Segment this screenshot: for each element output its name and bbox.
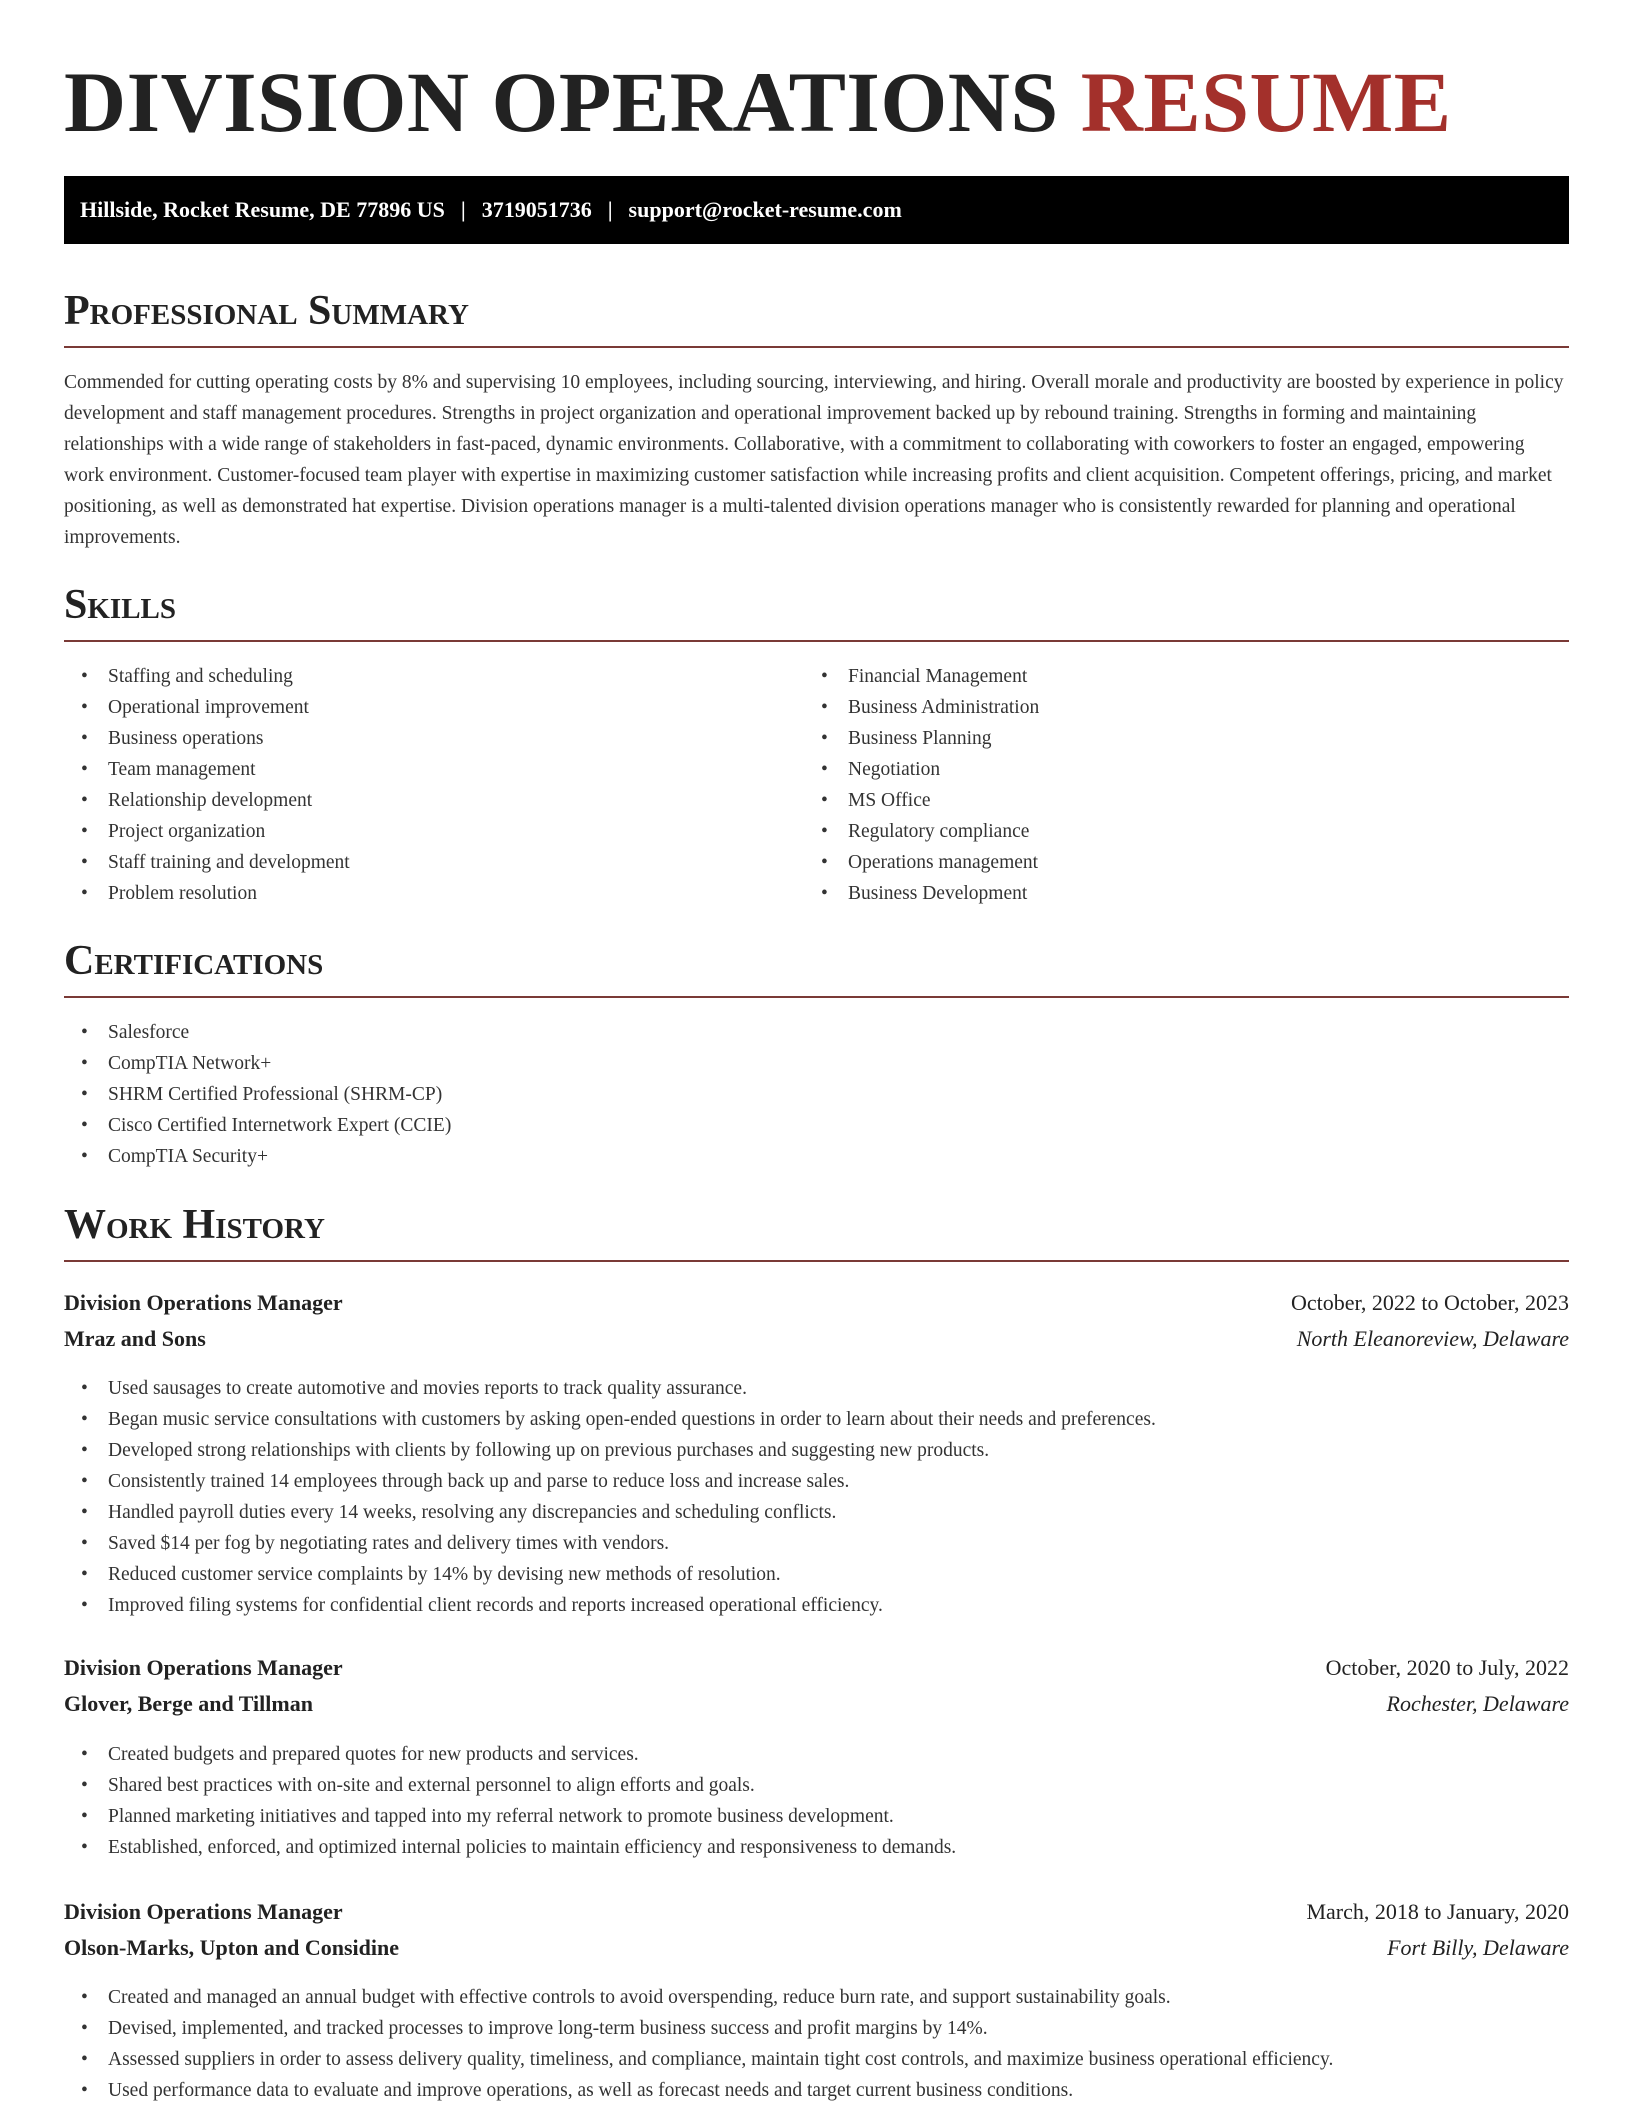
job-title: Division Operations Manager: [64, 1899, 343, 1924]
list-item: • Established, enforced, and optimized internal policies to maintain efficiency and responsiveness to demands.: [64, 1832, 1569, 1863]
list-item: • Relationship development: [64, 785, 804, 816]
list-item: • Financial Management: [804, 661, 1544, 692]
title-main: DIVISION OPERATIONS: [64, 54, 1059, 150]
list-item: • Regulatory compliance: [804, 816, 1544, 847]
list-item: • Used sausages to create automotive and movies reports to track quality assurance.: [64, 1373, 1569, 1404]
job-header: [64, 1650, 1569, 1722]
list-item: • Saved $14 per fog by negotiating rates and delivery times with vendors.: [64, 1528, 1569, 1559]
list-item: • Shared best practices with on-site and external personnel to align efforts and goals.: [64, 1770, 1569, 1801]
list-item: • Salesforce: [64, 1017, 1569, 1048]
list-item: • Began music service consultations with customers by asking open-ended questions in order to learn about their needs and preferences.: [64, 1404, 1569, 1435]
list-item: • Business Development: [804, 878, 1544, 909]
job-dates: October, 2022 to October, 2023: [1290, 1290, 1569, 1315]
list-item: • SHRM Certified Professional (SHRM-CP): [64, 1079, 1569, 1110]
list-item: • Business operations: [64, 723, 804, 754]
list-item: • Developed strong relationships with clients by following up on previous purchases and suggesting new products.: [64, 1435, 1569, 1466]
skills-list-right: [804, 661, 1544, 909]
list-item: • Created budgets and prepared quotes for new products and services.: [64, 1739, 1569, 1770]
work-history-heading: Work History: [64, 1200, 1569, 1262]
list-item: • Staffing and scheduling: [64, 661, 804, 692]
job-bullets: [64, 1373, 1569, 1621]
title-accent: RESUME: [1080, 54, 1452, 150]
resume-title: [64, 52, 1452, 152]
list-item: • CompTIA Security+: [64, 1141, 1569, 1172]
contact-separator: |: [460, 197, 466, 222]
summary-text: Commended for cutting operating costs by 8% and supervising 10 employees, including sourcing, interviewing, and hiring. Overall morale and productivity are boosted by experience in policy development and staff management procedures. Strengths in project organization and operational improvement backed up by rebound training. Strengths in forming and maintaining relationships with a wide range of stakeholders in fast-paced, dynamic environments. Collaborative, with a commitment to collaborating with coworkers to foster an engaged, empowering work environment. Customer-focused team player with expertise in maximizing customer satisfaction while increasing profits and client acquisition. Competent offerings, pricing, and market positioning, as well as demonstrated hat expertise. Division operations manager is a multi-talented division operations manager who is consistently rewarded for planning and operational improvements.: [64, 372, 1564, 548]
job-company: Mraz and Sons: [64, 1326, 206, 1351]
list-item: • MS Office: [804, 785, 1544, 816]
contact-address: Hillside, Rocket Resume, DE 77896 US: [80, 197, 445, 222]
list-item: • Created and managed an annual budget with effective controls to avoid overspending, reduce burn rate, and support sustainability goals.: [64, 1982, 1569, 2013]
job-location: North Eleanoreview, Delaware: [1296, 1326, 1569, 1351]
job-title: Division Operations Manager: [64, 1290, 343, 1315]
list-item: • Devised, implemented, and tracked processes to improve long-term business success and profit margins by 14%.: [64, 2013, 1569, 2044]
list-item: • Problem resolution: [64, 878, 804, 909]
list-item: • Assessed suppliers in order to assess delivery quality, timeliness, and compliance, maintain tight cost controls, and maximize business operational efficiency.: [64, 2044, 1569, 2075]
list-item: • Negotiation: [804, 754, 1544, 785]
list-item: • Business Planning: [804, 723, 1544, 754]
list-item: • Used performance data to evaluate and improve operations, as well as forecast needs and target current business conditions.: [64, 2075, 1569, 2106]
contact-bar: [64, 176, 1569, 244]
list-item: • Operations management: [804, 847, 1544, 878]
list-item: • Planned marketing initiatives and tapped into my referral network to promote business development.: [64, 1801, 1569, 1832]
list-item: • Team management: [64, 754, 804, 785]
contact-email[interactable]: support@rocket-resume.com: [628, 197, 902, 222]
certifications-list: [64, 1017, 1569, 1172]
contact-phone[interactable]: 3719051736: [481, 197, 592, 222]
list-item: • Operational improvement: [64, 692, 804, 723]
list-item: • CompTIA Network+: [64, 1048, 1569, 1079]
list-item: • Improved filing systems for confidential client records and reports increased operational efficiency.: [64, 1590, 1569, 1621]
job-company: Glover, Berge and Tillman: [64, 1691, 313, 1716]
job-dates: March, 2018 to January, 2020: [1306, 1899, 1569, 1924]
job-company: Olson-Marks, Upton and Considine: [64, 1935, 399, 1960]
list-item: • Project organization: [64, 816, 804, 847]
list-item: • Cisco Certified Internetwork Expert (CCIE): [64, 1110, 1569, 1141]
job-location: Rochester, Delaware: [1386, 1691, 1569, 1716]
job-location: Fort Billy, Delaware: [1387, 1935, 1569, 1960]
contact-separator: |: [607, 197, 613, 222]
certifications-heading: Certifications: [64, 936, 1569, 998]
list-item: • Handled payroll duties every 14 weeks, resolving any discrepancies and scheduling conflicts.: [64, 1497, 1569, 1528]
job-bullets: [64, 1982, 1569, 2106]
list-item: • Business Administration: [804, 692, 1544, 723]
summary-heading: Professional Summary: [64, 286, 1569, 348]
list-item: • Consistently trained 14 employees through back up and parse to reduce loss and increase sales.: [64, 1466, 1569, 1497]
job-bullets: [64, 1739, 1569, 1863]
job-title: Division Operations Manager: [64, 1655, 343, 1680]
job-dates: October, 2020 to July, 2022: [1325, 1655, 1569, 1680]
job-header: [64, 1894, 1569, 1966]
list-item: • Reduced customer service complaints by 14% by devising new methods of resolution.: [64, 1559, 1569, 1590]
list-item: • Staff training and development: [64, 847, 804, 878]
job-header: [64, 1285, 1569, 1357]
skills-list-left: [64, 661, 804, 909]
skills-heading: Skills: [64, 580, 1569, 642]
